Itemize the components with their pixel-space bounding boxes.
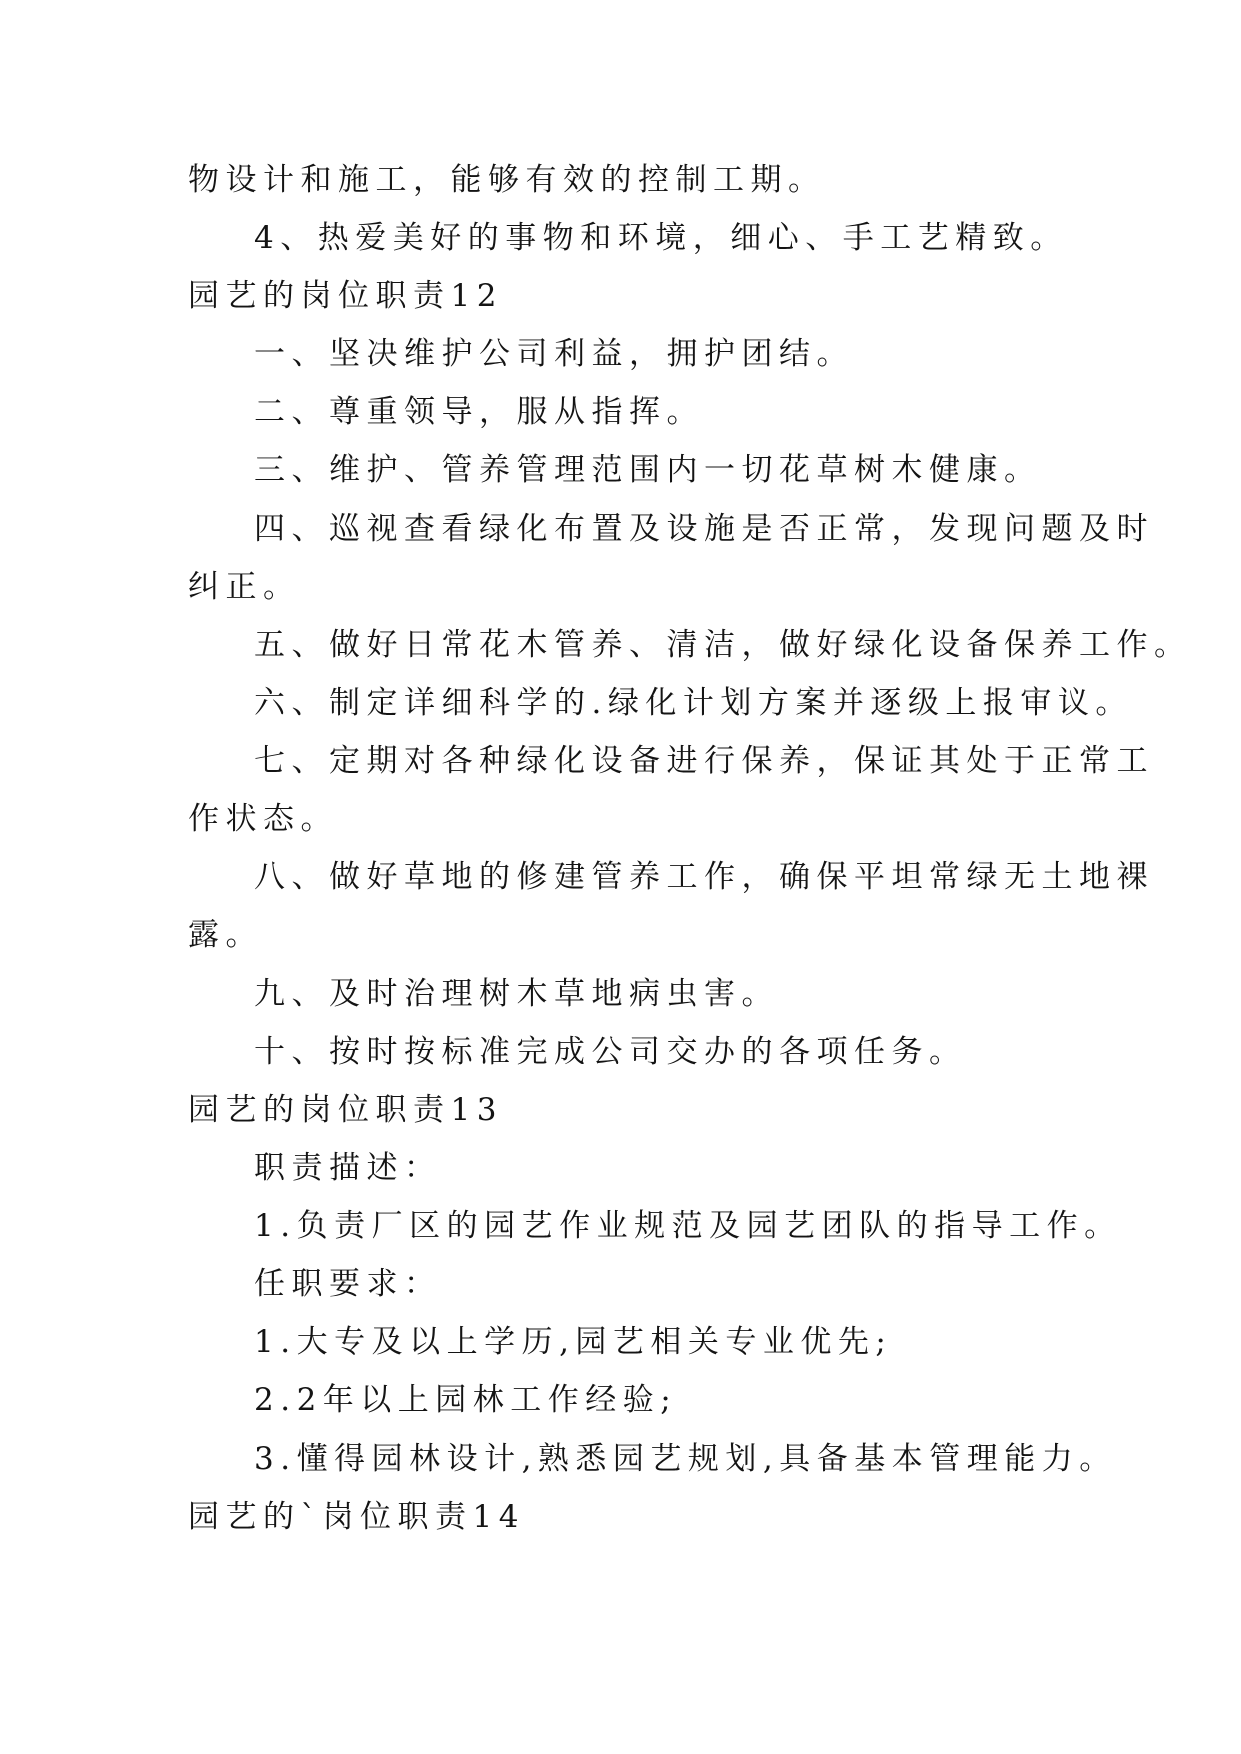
body-text-line: 露。 [188, 917, 263, 953]
body-text-line: 二、尊重领导，服从指挥。 [254, 394, 704, 430]
body-text-line: 六、制定详细科学的.绿化计划方案并逐级上报审议。 [254, 685, 1133, 721]
body-text-line: 物设计和施工，能够有效的控制工期。 [188, 162, 826, 198]
body-text-line: 4、热爱美好的事物和环境，细心、手工艺精致。 [254, 220, 1068, 256]
body-text-line: 3.懂得园林设计,熟悉园艺规划,具备基本管理能力。 [254, 1441, 1117, 1477]
body-text-line: 一、坚决维护公司利益，拥护团结。 [254, 336, 854, 372]
body-text-line: 九、及时治理树木草地病虫害。 [254, 976, 779, 1012]
body-text-line: 职责描述： [254, 1150, 442, 1186]
body-text-line: 1.大专及以上学历,园艺相关专业优先; [254, 1324, 893, 1360]
body-text-line: 纠正。 [188, 569, 301, 605]
body-text-line: 2.2年以上园林工作经验; [254, 1382, 678, 1418]
body-text-line: 作状态。 [188, 801, 338, 837]
section-heading: 园艺的岗位职责13 [188, 1092, 503, 1128]
body-text-line: 八、做好草地的修建管养工作，确保平坦常绿无土地裸 [254, 859, 1154, 895]
body-text-line: 三、维护、管养管理范围内一切花草树木健康。 [254, 452, 1042, 488]
section-heading: 园艺的岗位职责12 [188, 278, 503, 314]
body-text-line: 十、按时按标准完成公司交办的各项任务。 [254, 1034, 967, 1070]
body-text-line: 任职要求： [254, 1266, 442, 1302]
body-text-line: 1.负责厂区的园艺作业规范及园艺团队的指导工作。 [254, 1208, 1122, 1244]
section-heading: 园艺的`岗位职责14 [188, 1499, 525, 1535]
body-text-line: 七、定期对各种绿化设备进行保养，保证其处于正常工 [254, 743, 1154, 779]
body-text-line: 五、做好日常花木管养、清洁，做好绿化设备保养工作。 [254, 627, 1192, 663]
body-text-line: 四、巡视查看绿化布置及设施是否正常，发现问题及时 [254, 511, 1154, 547]
